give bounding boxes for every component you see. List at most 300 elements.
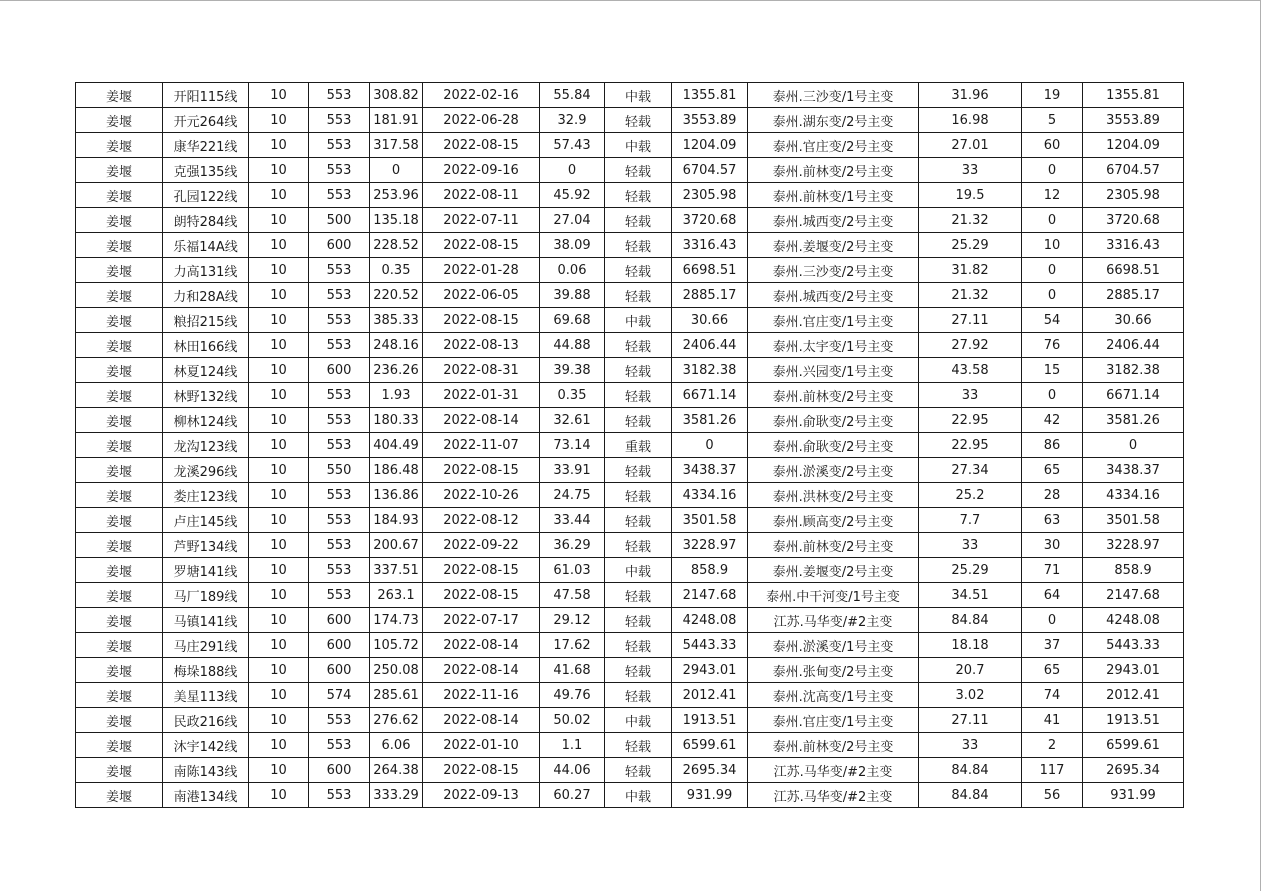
- cell-margin: 6671.14: [672, 383, 748, 408]
- cell-substation: 泰州.三沙变/2号主变: [748, 258, 919, 283]
- table-row: [76, 283, 1184, 308]
- cell-date: 2022-08-15: [423, 233, 540, 258]
- cell-date: 2022-10-26: [423, 483, 540, 508]
- cell-voltage: 10: [249, 358, 309, 383]
- cell-substation-rate: 31.96: [919, 83, 1022, 108]
- cell-date: 2022-06-05: [423, 283, 540, 308]
- cell-load-rate: 0.06: [540, 258, 605, 283]
- cell-load-rate: 33.44: [540, 508, 605, 533]
- cell-date: 2022-11-16: [423, 683, 540, 708]
- table-row: [76, 133, 1184, 158]
- cell-region: 姜堰: [76, 358, 163, 383]
- cell-load-level: 轻载: [605, 508, 672, 533]
- cell-margin: 2695.34: [672, 758, 748, 783]
- cell-margin: 1913.51: [672, 708, 748, 733]
- table-row: [76, 583, 1184, 608]
- cell-capacity: 553: [309, 533, 370, 558]
- cell-voltage: 10: [249, 283, 309, 308]
- cell-voltage: 10: [249, 533, 309, 558]
- cell-available: 3182.38: [1083, 358, 1184, 383]
- cell-load: 0: [370, 158, 423, 183]
- cell-load: 186.48: [370, 458, 423, 483]
- table-row: [76, 708, 1184, 733]
- cell-load-level: 轻载: [605, 258, 672, 283]
- cell-voltage: 10: [249, 233, 309, 258]
- cell-date: 2022-02-16: [423, 83, 540, 108]
- cell-load: 236.26: [370, 358, 423, 383]
- cell-capacity: 553: [309, 333, 370, 358]
- cell-substation-rate: 27.11: [919, 708, 1022, 733]
- cell-line-name: 孔园122线: [163, 183, 249, 208]
- cell-count: 0: [1022, 208, 1083, 233]
- cell-count: 2: [1022, 733, 1083, 758]
- cell-capacity: 553: [309, 733, 370, 758]
- cell-substation: 泰州.兴园变/1号主变: [748, 358, 919, 383]
- cell-line-name: 力高131线: [163, 258, 249, 283]
- cell-substation-rate: 25.2: [919, 483, 1022, 508]
- cell-count: 10: [1022, 233, 1083, 258]
- cell-substation: 泰州.前林变/2号主变: [748, 383, 919, 408]
- cell-line-name: 南陈143线: [163, 758, 249, 783]
- cell-count: 41: [1022, 708, 1083, 733]
- cell-load: 250.08: [370, 658, 423, 683]
- cell-region: 姜堰: [76, 133, 163, 158]
- cell-date: 2022-08-11: [423, 183, 540, 208]
- cell-voltage: 10: [249, 558, 309, 583]
- cell-margin: 6599.61: [672, 733, 748, 758]
- data-table: [75, 82, 1184, 808]
- cell-substation-rate: 27.92: [919, 333, 1022, 358]
- cell-margin: 2012.41: [672, 683, 748, 708]
- cell-load-rate: 69.68: [540, 308, 605, 333]
- cell-substation-rate: 27.11: [919, 308, 1022, 333]
- cell-margin: 3182.38: [672, 358, 748, 383]
- cell-capacity: 553: [309, 308, 370, 333]
- cell-load-rate: 57.43: [540, 133, 605, 158]
- cell-load-rate: 55.84: [540, 83, 605, 108]
- table-row: [76, 683, 1184, 708]
- table-row: [76, 308, 1184, 333]
- cell-load: 220.52: [370, 283, 423, 308]
- cell-substation-rate: 18.18: [919, 633, 1022, 658]
- cell-available: 2012.41: [1083, 683, 1184, 708]
- cell-region: 姜堰: [76, 333, 163, 358]
- cell-available: 3316.43: [1083, 233, 1184, 258]
- cell-available: 5443.33: [1083, 633, 1184, 658]
- cell-substation: 泰州.城西变/2号主变: [748, 283, 919, 308]
- cell-line-name: 梅垛188线: [163, 658, 249, 683]
- cell-load-level: 轻载: [605, 358, 672, 383]
- cell-voltage: 10: [249, 658, 309, 683]
- cell-date: 2022-08-14: [423, 708, 540, 733]
- cell-voltage: 10: [249, 708, 309, 733]
- cell-load: 200.67: [370, 533, 423, 558]
- cell-load: 385.33: [370, 308, 423, 333]
- cell-load-level: 中载: [605, 83, 672, 108]
- cell-count: 65: [1022, 458, 1083, 483]
- cell-substation: 泰州.沈高变/1号主变: [748, 683, 919, 708]
- cell-substation: 江苏.马华变/#2主变: [748, 783, 919, 808]
- cell-available: 3720.68: [1083, 208, 1184, 233]
- cell-load-level: 轻载: [605, 758, 672, 783]
- cell-substation-rate: 3.02: [919, 683, 1022, 708]
- cell-substation-rate: 27.34: [919, 458, 1022, 483]
- cell-capacity: 553: [309, 83, 370, 108]
- cell-date: 2022-08-15: [423, 458, 540, 483]
- cell-load-level: 中载: [605, 133, 672, 158]
- cell-margin: 931.99: [672, 783, 748, 808]
- cell-substation-rate: 31.82: [919, 258, 1022, 283]
- cell-capacity: 553: [309, 283, 370, 308]
- cell-line-name: 开阳115线: [163, 83, 249, 108]
- cell-load-rate: 1.1: [540, 733, 605, 758]
- table-row: [76, 408, 1184, 433]
- table-row: [76, 208, 1184, 233]
- cell-capacity: 553: [309, 133, 370, 158]
- cell-voltage: 10: [249, 483, 309, 508]
- cell-capacity: 574: [309, 683, 370, 708]
- cell-capacity: 553: [309, 108, 370, 133]
- cell-date: 2022-08-15: [423, 308, 540, 333]
- cell-region: 姜堰: [76, 783, 163, 808]
- cell-capacity: 553: [309, 183, 370, 208]
- cell-line-name: 娄庄123线: [163, 483, 249, 508]
- cell-capacity: 553: [309, 508, 370, 533]
- cell-count: 19: [1022, 83, 1083, 108]
- cell-substation: 泰州.三沙变/1号主变: [748, 83, 919, 108]
- cell-line-name: 乐福14A线: [163, 233, 249, 258]
- cell-count: 71: [1022, 558, 1083, 583]
- cell-substation: 泰州.俞耿变/2号主变: [748, 408, 919, 433]
- cell-count: 0: [1022, 158, 1083, 183]
- cell-substation: 江苏.马华变/#2主变: [748, 758, 919, 783]
- cell-substation-rate: 22.95: [919, 408, 1022, 433]
- cell-capacity: 553: [309, 483, 370, 508]
- cell-load-rate: 50.02: [540, 708, 605, 733]
- cell-load: 184.93: [370, 508, 423, 533]
- cell-load-rate: 38.09: [540, 233, 605, 258]
- cell-load-level: 轻载: [605, 408, 672, 433]
- cell-substation-rate: 33: [919, 733, 1022, 758]
- cell-load: 317.58: [370, 133, 423, 158]
- cell-substation: 泰州.官庄变/1号主变: [748, 708, 919, 733]
- cell-substation-rate: 84.84: [919, 783, 1022, 808]
- cell-date: 2022-08-14: [423, 658, 540, 683]
- cell-load-level: 轻载: [605, 458, 672, 483]
- cell-line-name: 芦野134线: [163, 533, 249, 558]
- cell-load: 248.16: [370, 333, 423, 358]
- cell-margin: 3501.58: [672, 508, 748, 533]
- cell-load-rate: 73.14: [540, 433, 605, 458]
- cell-voltage: 10: [249, 683, 309, 708]
- cell-capacity: 553: [309, 783, 370, 808]
- table-row: [76, 508, 1184, 533]
- cell-region: 姜堰: [76, 558, 163, 583]
- cell-load-rate: 27.04: [540, 208, 605, 233]
- cell-date: 2022-08-12: [423, 508, 540, 533]
- cell-count: 60: [1022, 133, 1083, 158]
- cell-line-name: 龙沟123线: [163, 433, 249, 458]
- cell-substation-rate: 84.84: [919, 608, 1022, 633]
- cell-substation-rate: 21.32: [919, 208, 1022, 233]
- cell-count: 0: [1022, 283, 1083, 308]
- cell-available: 931.99: [1083, 783, 1184, 808]
- cell-voltage: 10: [249, 308, 309, 333]
- cell-capacity: 550: [309, 458, 370, 483]
- cell-load-level: 轻载: [605, 383, 672, 408]
- cell-available: 6698.51: [1083, 258, 1184, 283]
- cell-load-rate: 32.9: [540, 108, 605, 133]
- cell-count: 0: [1022, 258, 1083, 283]
- cell-substation-rate: 33: [919, 158, 1022, 183]
- cell-margin: 3438.37: [672, 458, 748, 483]
- cell-count: 74: [1022, 683, 1083, 708]
- cell-load: 181.91: [370, 108, 423, 133]
- cell-voltage: 10: [249, 108, 309, 133]
- cell-line-name: 民政216线: [163, 708, 249, 733]
- cell-capacity: 553: [309, 158, 370, 183]
- cell-substation: 泰州.湖东变/2号主变: [748, 108, 919, 133]
- cell-date: 2022-09-16: [423, 158, 540, 183]
- table-row: [76, 658, 1184, 683]
- cell-substation: 泰州.洪林变/2号主变: [748, 483, 919, 508]
- cell-capacity: 500: [309, 208, 370, 233]
- cell-region: 姜堰: [76, 508, 163, 533]
- cell-substation: 泰州.城西变/2号主变: [748, 208, 919, 233]
- cell-date: 2022-08-15: [423, 583, 540, 608]
- cell-substation: 泰州.太宇变/1号主变: [748, 333, 919, 358]
- cell-available: 30.66: [1083, 308, 1184, 333]
- cell-region: 姜堰: [76, 108, 163, 133]
- cell-count: 76: [1022, 333, 1083, 358]
- cell-count: 56: [1022, 783, 1083, 808]
- cell-load: 276.62: [370, 708, 423, 733]
- cell-count: 0: [1022, 608, 1083, 633]
- cell-substation-rate: 16.98: [919, 108, 1022, 133]
- cell-substation: 泰州.俞耿变/2号主变: [748, 433, 919, 458]
- cell-available: 4248.08: [1083, 608, 1184, 633]
- cell-date: 2022-08-15: [423, 558, 540, 583]
- cell-margin: 3553.89: [672, 108, 748, 133]
- cell-date: 2022-09-22: [423, 533, 540, 558]
- cell-load-level: 轻载: [605, 658, 672, 683]
- cell-available: 1355.81: [1083, 83, 1184, 108]
- cell-load: 264.38: [370, 758, 423, 783]
- cell-capacity: 600: [309, 358, 370, 383]
- cell-available: 2695.34: [1083, 758, 1184, 783]
- cell-region: 姜堰: [76, 633, 163, 658]
- cell-region: 姜堰: [76, 533, 163, 558]
- cell-line-name: 克强135线: [163, 158, 249, 183]
- cell-voltage: 10: [249, 583, 309, 608]
- cell-available: 2147.68: [1083, 583, 1184, 608]
- cell-load: 337.51: [370, 558, 423, 583]
- cell-load: 105.72: [370, 633, 423, 658]
- table-row: [76, 458, 1184, 483]
- cell-date: 2022-01-31: [423, 383, 540, 408]
- cell-load-level: 轻载: [605, 208, 672, 233]
- cell-region: 姜堰: [76, 733, 163, 758]
- cell-load-level: 轻载: [605, 283, 672, 308]
- cell-date: 2022-11-07: [423, 433, 540, 458]
- cell-region: 姜堰: [76, 483, 163, 508]
- cell-load-level: 轻载: [605, 733, 672, 758]
- cell-region: 姜堰: [76, 233, 163, 258]
- table-row: [76, 483, 1184, 508]
- cell-region: 姜堰: [76, 158, 163, 183]
- cell-substation-rate: 21.32: [919, 283, 1022, 308]
- cell-substation-rate: 33: [919, 533, 1022, 558]
- cell-substation: 泰州.前林变/2号主变: [748, 733, 919, 758]
- cell-load-level: 轻载: [605, 583, 672, 608]
- cell-load-level: 轻载: [605, 233, 672, 258]
- cell-count: 65: [1022, 658, 1083, 683]
- cell-margin: 30.66: [672, 308, 748, 333]
- cell-substation: 泰州.张甸变/2号主变: [748, 658, 919, 683]
- cell-substation: 泰州.前林变/2号主变: [748, 533, 919, 558]
- table-row: [76, 333, 1184, 358]
- table-row: [76, 783, 1184, 808]
- cell-load-rate: 60.27: [540, 783, 605, 808]
- cell-voltage: 10: [249, 333, 309, 358]
- cell-margin: 5443.33: [672, 633, 748, 658]
- cell-margin: 6704.57: [672, 158, 748, 183]
- cell-substation: 泰州.姜堰变/2号主变: [748, 558, 919, 583]
- cell-substation: 泰州.中干河变/1号主变: [748, 583, 919, 608]
- cell-line-name: 柳林124线: [163, 408, 249, 433]
- cell-margin: 3581.26: [672, 408, 748, 433]
- cell-count: 15: [1022, 358, 1083, 383]
- cell-margin: 0: [672, 433, 748, 458]
- cell-available: 3553.89: [1083, 108, 1184, 133]
- cell-load-rate: 44.88: [540, 333, 605, 358]
- cell-available: 4334.16: [1083, 483, 1184, 508]
- cell-date: 2022-01-28: [423, 258, 540, 283]
- cell-margin: 4248.08: [672, 608, 748, 633]
- cell-voltage: 10: [249, 433, 309, 458]
- cell-substation: 泰州.淤溪变/1号主变: [748, 633, 919, 658]
- cell-load: 253.96: [370, 183, 423, 208]
- cell-available: 3228.97: [1083, 533, 1184, 558]
- cell-available: 3501.58: [1083, 508, 1184, 533]
- cell-date: 2022-08-15: [423, 758, 540, 783]
- cell-margin: 2943.01: [672, 658, 748, 683]
- cell-line-name: 沐宇142线: [163, 733, 249, 758]
- cell-voltage: 10: [249, 783, 309, 808]
- table-row: [76, 358, 1184, 383]
- cell-margin: 3316.43: [672, 233, 748, 258]
- table-row: [76, 183, 1184, 208]
- cell-date: 2022-06-28: [423, 108, 540, 133]
- cell-line-name: 马镇141线: [163, 608, 249, 633]
- cell-load-rate: 17.62: [540, 633, 605, 658]
- cell-load: 228.52: [370, 233, 423, 258]
- cell-capacity: 553: [309, 433, 370, 458]
- cell-region: 姜堰: [76, 408, 163, 433]
- cell-date: 2022-08-15: [423, 133, 540, 158]
- cell-load-rate: 39.38: [540, 358, 605, 383]
- cell-date: 2022-09-13: [423, 783, 540, 808]
- cell-load-level: 轻载: [605, 108, 672, 133]
- cell-load-rate: 45.92: [540, 183, 605, 208]
- cell-available: 6671.14: [1083, 383, 1184, 408]
- cell-substation: 泰州.官庄变/2号主变: [748, 133, 919, 158]
- cell-load: 308.82: [370, 83, 423, 108]
- cell-count: 64: [1022, 583, 1083, 608]
- cell-substation-rate: 20.7: [919, 658, 1022, 683]
- cell-margin: 858.9: [672, 558, 748, 583]
- cell-load-rate: 49.76: [540, 683, 605, 708]
- cell-substation: 泰州.顾高变/2号主变: [748, 508, 919, 533]
- table-row: [76, 108, 1184, 133]
- cell-line-name: 林田166线: [163, 333, 249, 358]
- cell-region: 姜堰: [76, 83, 163, 108]
- cell-line-name: 美星113线: [163, 683, 249, 708]
- cell-substation-rate: 27.01: [919, 133, 1022, 158]
- cell-voltage: 10: [249, 183, 309, 208]
- cell-available: 2885.17: [1083, 283, 1184, 308]
- table-row: [76, 558, 1184, 583]
- table-body: [76, 83, 1184, 808]
- cell-voltage: 10: [249, 408, 309, 433]
- cell-region: 姜堰: [76, 608, 163, 633]
- cell-load-rate: 33.91: [540, 458, 605, 483]
- cell-substation: 泰州.官庄变/1号主变: [748, 308, 919, 333]
- cell-voltage: 10: [249, 133, 309, 158]
- cell-voltage: 10: [249, 258, 309, 283]
- cell-voltage: 10: [249, 458, 309, 483]
- cell-load: 285.61: [370, 683, 423, 708]
- cell-load-level: 轻载: [605, 533, 672, 558]
- cell-count: 37: [1022, 633, 1083, 658]
- cell-count: 54: [1022, 308, 1083, 333]
- cell-available: 0: [1083, 433, 1184, 458]
- cell-count: 12: [1022, 183, 1083, 208]
- cell-voltage: 10: [249, 733, 309, 758]
- cell-margin: 2147.68: [672, 583, 748, 608]
- cell-load-rate: 32.61: [540, 408, 605, 433]
- cell-load-level: 轻载: [605, 483, 672, 508]
- cell-voltage: 10: [249, 758, 309, 783]
- table-row: [76, 258, 1184, 283]
- cell-date: 2022-08-31: [423, 358, 540, 383]
- cell-region: 姜堰: [76, 433, 163, 458]
- cell-voltage: 10: [249, 608, 309, 633]
- cell-substation: 泰州.姜堰变/2号主变: [748, 233, 919, 258]
- cell-load-rate: 61.03: [540, 558, 605, 583]
- cell-line-name: 卢庄145线: [163, 508, 249, 533]
- cell-region: 姜堰: [76, 308, 163, 333]
- cell-available: 6704.57: [1083, 158, 1184, 183]
- table-row: [76, 433, 1184, 458]
- cell-load-level: 中载: [605, 783, 672, 808]
- cell-line-name: 林夏124线: [163, 358, 249, 383]
- cell-margin: 1355.81: [672, 83, 748, 108]
- cell-load: 135.18: [370, 208, 423, 233]
- cell-load-level: 中载: [605, 558, 672, 583]
- table-row: [76, 758, 1184, 783]
- cell-voltage: 10: [249, 633, 309, 658]
- cell-load: 404.49: [370, 433, 423, 458]
- cell-load-level: 重载: [605, 433, 672, 458]
- cell-load: 333.29: [370, 783, 423, 808]
- cell-line-name: 罗塘141线: [163, 558, 249, 583]
- cell-load: 174.73: [370, 608, 423, 633]
- cell-line-name: 龙溪296线: [163, 458, 249, 483]
- cell-available: 3438.37: [1083, 458, 1184, 483]
- table-row: [76, 83, 1184, 108]
- cell-capacity: 553: [309, 383, 370, 408]
